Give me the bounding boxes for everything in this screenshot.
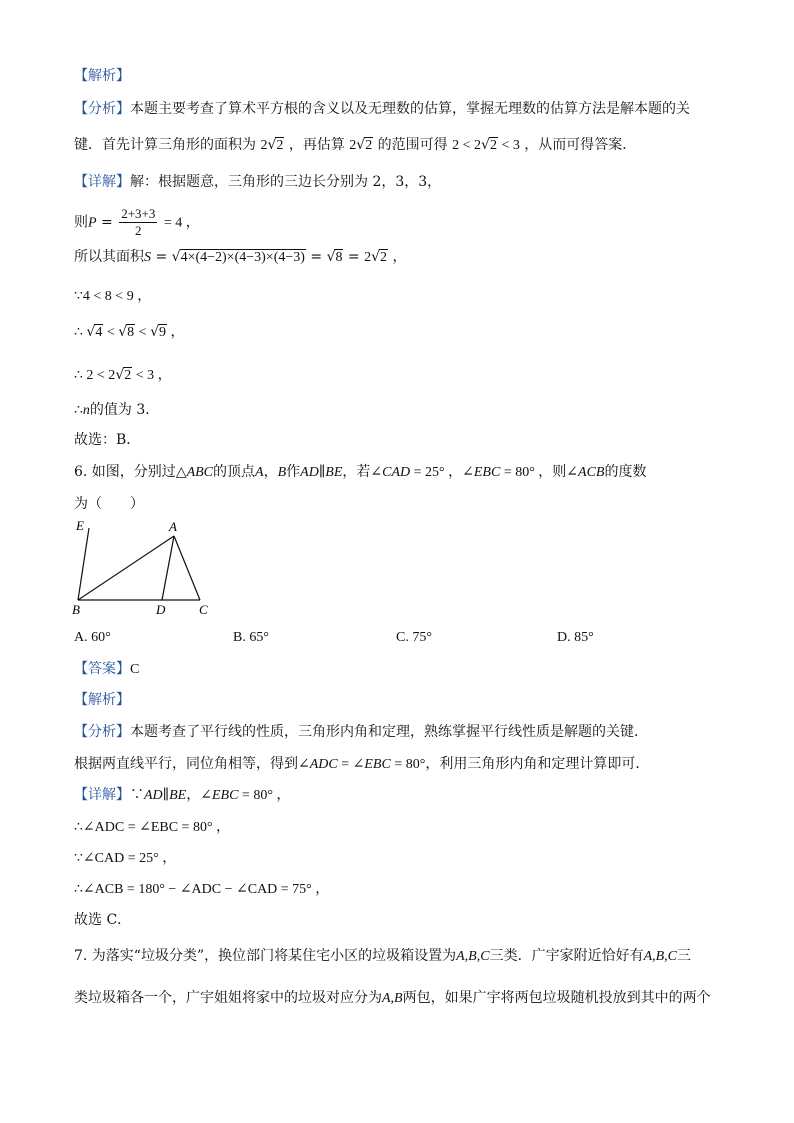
choice-line: 故选：B． (74, 432, 141, 448)
text-segment: 键．首先计算三角形的面积为 (74, 137, 256, 153)
label-B: B (72, 602, 80, 617)
answer-value: C (130, 662, 140, 677)
analysis-paragraph-2 (74, 722, 648, 742)
text-segment: ，∠ (186, 787, 212, 803)
text-segment: ∵ (130, 787, 144, 803)
text-segment: 类垃圾箱各一个，广宇姐姐将家中的垃圾对应分为 (74, 990, 382, 1006)
var-S: S (144, 250, 151, 265)
var-n: n (82, 403, 90, 418)
analysis-heading: 【解析】 (74, 68, 130, 84)
inequality-line: ∵4 < 8 < 9 ， (74, 289, 152, 304)
text-segment: 所以其面积 (74, 249, 144, 265)
math-2sqrt2: 2√2 (364, 249, 388, 265)
question-7-stem: 7. 为落实“垃圾分类”，换位部门将某住宅小区的垃圾箱设置为A,B,C三类．广宇家附近恰好有A,B,C三 (74, 948, 692, 964)
analysis-reasoning: 根据两直线平行，同位角相等，得到∠ADC = ∠EBC = 80°，利用三角形内角和定理计算即可． (74, 756, 650, 772)
text-segment: 的范围可得 (377, 137, 448, 153)
answer-line (74, 659, 139, 680)
step-3: ∴∠ACB = 180° − ∠ADC − ∠CAD = 75° ， (74, 882, 330, 897)
sqrt-inequality-line: ∴ √4 < √8 < √9 ， (74, 324, 185, 340)
radicand: 4×(4−2)×(4−3)×(4−3) (180, 250, 305, 265)
text-segment: 三类．广宇家附近恰好有 (489, 948, 644, 964)
question-6-stem: 6. 如图，分别过△ABC的顶点A，B作AD∥BE，若∠CAD = 25° ，∠EBC = 80° ，则∠ACB的度数 (74, 464, 647, 480)
question-7-stem-cont: 类垃圾箱各一个，广宇姐姐将家中的垃圾对应分为A,B两包，如果广宇将两包垃圾随机投放到其中的两个 (74, 990, 711, 1006)
segment-BA (78, 536, 174, 600)
text-segment: 根据两直线平行，同位角相等，得到∠ (74, 756, 310, 772)
detail-tag: 【详解】 (74, 174, 130, 190)
radical-sign: √ (326, 249, 336, 265)
option-a: A. 60° (74, 630, 111, 645)
analysis-heading-2: 【解析】 (74, 692, 130, 708)
answer-tag: 【答案】 (74, 661, 130, 677)
step-2: ∵∠CAD = 25° ， (74, 851, 177, 866)
points-AB: A (255, 465, 264, 480)
fraction (119, 206, 157, 239)
text-segment: 的度数 (604, 464, 647, 480)
step-4: 故选 C． (74, 912, 132, 928)
n-value-line (74, 400, 159, 421)
radicand: 8 (335, 250, 343, 265)
step-1: ∴∠ADC = ∠EBC = 80° ， (74, 820, 231, 835)
analysis-paragraph-cont (74, 135, 636, 156)
var-P: P (88, 215, 97, 231)
bound-line: ∴ 2 < 2√2 < 3 ， (74, 367, 172, 383)
math-2sqrt2: 2√2 (260, 137, 284, 153)
label-A: A (169, 519, 177, 534)
text-segment: ，若∠ (342, 464, 383, 480)
text-segment: 的顶点 (213, 464, 256, 480)
segment-BE (78, 528, 89, 600)
label-E: E (76, 518, 84, 533)
parallel-AD-BE: AD∥BE (300, 465, 343, 480)
segment-AD (162, 536, 174, 600)
text-segment: ，从而可得答案． (524, 137, 637, 153)
text-segment: = 80° ，则∠ (500, 465, 579, 480)
analysis-paragraph (74, 99, 690, 119)
label-C: C (199, 602, 208, 617)
text-segment: 6. 如图，分别过 (74, 464, 176, 480)
detail-paragraph (74, 172, 441, 192)
fraction-numerator: 2+3+3 (121, 206, 156, 221)
fraction-denominator: 2 (135, 223, 142, 238)
text-segment: = 4 ， (163, 215, 200, 231)
option-b: B. 65° (233, 630, 269, 645)
triangle-figure (70, 516, 220, 620)
text-segment: ，利用三角形内角和定理计算即可． (425, 756, 650, 772)
text-segment: 则 (74, 214, 88, 231)
detail-text: 解：根据题意，三角形的三边长分别为 2，3，3， (130, 174, 442, 190)
text-segment: 作 (286, 464, 301, 480)
question-6-stem-cont: 为（ ） (74, 496, 144, 512)
text-segment: 三 (677, 948, 692, 964)
text-segment: = 25° ，∠ (410, 465, 474, 480)
detail-paragraph-2: 【详解】∵AD∥BE，∠EBC = 80° ， (74, 787, 291, 803)
analysis-tag: 【分析】 (74, 101, 130, 117)
detail-tag-2: 【详解】 (74, 787, 130, 803)
segment-AC (174, 536, 200, 600)
math-2sqrt2: 2√2 (349, 137, 373, 153)
label-D: D (156, 602, 166, 617)
option-d: D. 85° (557, 630, 594, 645)
text-segment: 两包，如果广宇将两包垃圾随机投放到其中的两个 (402, 990, 711, 1006)
option-c: C. 75° (396, 630, 432, 645)
analysis-text: 本题主要考查了算术平方根的含义以及无理数的估算，掌握无理数的估算方法是解本题的关 (130, 101, 690, 117)
math-inequality: 2 < 2√2 < 3 (452, 137, 520, 153)
triangle-ABC: △ABC (175, 465, 214, 480)
text-segment: 的值为 3． (89, 402, 160, 418)
radical-sign: √ (171, 249, 181, 265)
area-formula: 所以其面积S = √4×(4−2)×(4−3)×(4−3) = √8 = 2√2 ， (74, 249, 407, 265)
text-segment: 7. 为落实“垃圾分类”，换位部门将某住宅小区的垃圾箱设置为 (74, 948, 457, 964)
text-segment: ，再估算 (288, 137, 345, 153)
text-segment: ∴ (74, 402, 83, 418)
analysis-text-2: 本题考查了平行线的性质，三角形内角和定理，熟练掌握平行线性质是解题的关键． (130, 724, 648, 740)
analysis-tag-2: 【分析】 (74, 724, 130, 740)
perimeter-formula: 则P = $\frac{2+3+3}{2}$ = 4 ， (74, 206, 200, 238)
